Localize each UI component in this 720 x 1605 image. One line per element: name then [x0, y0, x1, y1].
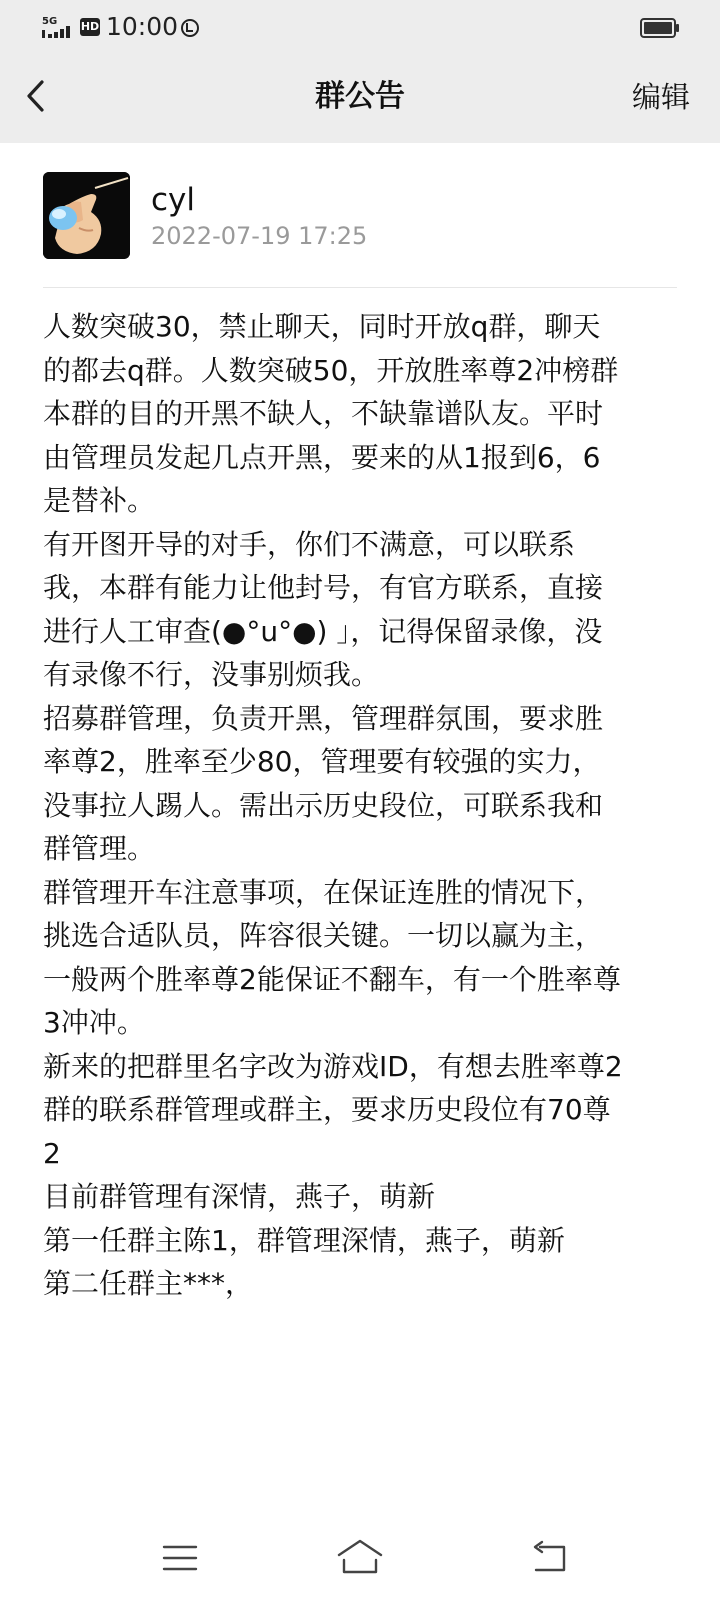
- announcement-line: 率尊2，胜率至少80，管理要有较强的实力，: [43, 745, 601, 778]
- announcement-line: 有开图开导的对手，你们不满意，可以联系: [43, 527, 576, 561]
- top-area: [0, 0, 720, 143]
- announcement-line: 有录像不行，没事别烦我。: [43, 658, 380, 691]
- signal-icon: [42, 14, 74, 40]
- announcement-line: 招募群管理，负责开黑，管理群氛围，要求胜: [43, 701, 604, 735]
- home-button[interactable]: [336, 1538, 384, 1576]
- announcement-line: 群管理。: [43, 832, 156, 865]
- home-icon: [336, 1538, 384, 1576]
- return-button[interactable]: [530, 1540, 568, 1574]
- return-icon: [530, 1540, 568, 1574]
- announcement-line: 群的联系群管理或群主，要求历史段位有70尊: [43, 1093, 611, 1126]
- divider: [43, 287, 677, 288]
- announcement-line: 挑选合适队员，阵容很关键。一切以赢为主，: [43, 919, 604, 952]
- menu-icon: [162, 1542, 198, 1574]
- announcement-body: [43, 305, 683, 1306]
- announcement-line: 进行人工审查(●°u°●) 」，记得保留录像，没: [43, 614, 603, 648]
- page-title: 群公告: [315, 79, 405, 114]
- announcement-line: 的都去q群。人数突破50，开放胜率尊2冲榜群: [43, 353, 619, 387]
- announcement-line: 我，本群有能力让他封号，有官方联系，直接: [43, 571, 604, 604]
- announcement-line: 由管理员发起几点开黑，要来的从1报到6，6: [43, 440, 601, 474]
- avatar[interactable]: [43, 172, 130, 259]
- announcement-line: 第二任群主***，: [43, 1267, 254, 1300]
- announcement-line: 本群的目的开黑不缺人，不缺靠谱队友。平时: [43, 397, 604, 430]
- notification-icon: [180, 18, 200, 38]
- announcement-line: 2: [43, 1136, 61, 1170]
- announcement-line: 3冲冲。: [43, 1006, 145, 1039]
- battery-icon: [640, 17, 680, 39]
- status-bar: [0, 0, 720, 56]
- announcement-line: 一般两个胜率尊2能保证不翻车，有一个胜率尊: [43, 962, 621, 996]
- author-row: [0, 143, 720, 288]
- network-label: 5G: [42, 16, 58, 27]
- edit-button[interactable]: 编辑: [631, 80, 690, 114]
- announcement-line: 没事拉人踢人。需出示历史段位，可联系我和: [43, 788, 604, 822]
- status-time: 10:00: [106, 12, 179, 41]
- announcement-line: 人数突破30，禁止聊天，同时开放q群，聊天: [43, 310, 601, 343]
- announcement-line: 第一任群主陈1，群管理深情，燕子，萌新: [43, 1223, 565, 1257]
- announcement-line: 新来的把群里名字改为游戏ID，有想去胜率尊2: [43, 1049, 623, 1083]
- announcement-line: 目前群管理有深情，燕子，萌新: [43, 1180, 436, 1213]
- announcement-line: 是替补。: [43, 484, 156, 517]
- menu-button[interactable]: [162, 1542, 198, 1574]
- nav-bar: [0, 56, 720, 143]
- avatar-image: [43, 172, 130, 259]
- hd-badge: HD: [80, 18, 100, 36]
- post-timestamp: 2022-07-19 17:25: [151, 222, 368, 250]
- announcement-line: 群管理开车注意事项，在保证连胜的情况下，: [43, 875, 604, 909]
- system-nav-bar: [0, 1520, 720, 1605]
- author-name: cyl: [151, 182, 196, 218]
